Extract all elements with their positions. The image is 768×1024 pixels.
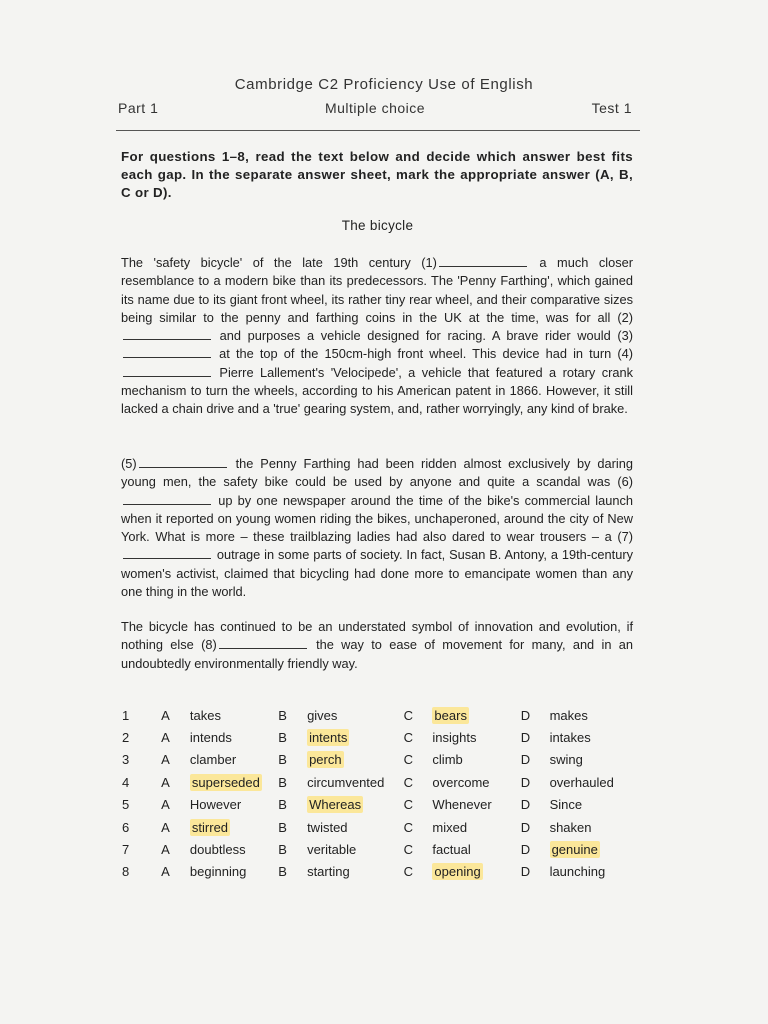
option-letter-c: C — [403, 797, 414, 813]
question-row — [118, 771, 638, 793]
gap-blank — [219, 637, 307, 649]
option-letter-d: D — [520, 774, 531, 790]
option-d-cell[interactable] — [550, 771, 638, 793]
text-run: up by one newspaper around the time of the bike's commercial launch when it reported on young women riding the bikes, unchaperoned, around the city of New York. What is more – these trailblazing ladies had also dared to wear trousers – a — [121, 492, 633, 545]
option-d-word: Since — [549, 797, 583, 813]
question-row — [118, 816, 638, 838]
option-c-cell[interactable] — [432, 704, 520, 726]
option-letter-a: A — [161, 864, 170, 880]
text-run: a much closer resemblance to a modern bike than its predecessors. The 'Penny Farthing', which gained its name due to its giant front wheel, its rather tiny rear wheel, and their comparative sizes being similar to the penny and farthing coins in the UK at the time, was for all — [121, 255, 633, 325]
option-letter-b: B — [278, 752, 287, 768]
question-number: 3 — [122, 752, 130, 768]
option-b-cell[interactable] — [307, 704, 404, 726]
option-letter-c: C — [403, 774, 414, 790]
part-label: Part 1 — [118, 100, 159, 116]
option-letter-c: C — [403, 842, 414, 858]
text-run: and purposes a vehicle designed for racing. A brave rider would — [219, 328, 611, 344]
option-c-cell[interactable] — [432, 726, 520, 748]
option-d-cell[interactable] — [550, 794, 638, 816]
option-letter-c: C — [403, 864, 414, 880]
option-d-word: genuine — [551, 842, 598, 858]
gap-blank — [123, 328, 211, 340]
passage-title: The bicycle — [341, 218, 414, 233]
header-divider — [116, 130, 640, 131]
question-number: 7 — [122, 842, 130, 858]
option-a-cell[interactable] — [190, 726, 278, 748]
gap-4: (4) — [617, 346, 633, 362]
option-letter-d: D — [520, 707, 531, 723]
option-letter-d: D — [520, 752, 531, 768]
option-a-word: beginning — [189, 864, 247, 880]
gap-5: (5) — [121, 456, 137, 471]
question-number: 1 — [122, 707, 130, 723]
option-c-word: insights — [432, 730, 477, 746]
option-letter-d: D — [520, 819, 531, 835]
option-d-cell[interactable] — [550, 749, 638, 771]
option-b-word: gives — [307, 707, 338, 723]
option-d-word: swing — [549, 752, 583, 768]
option-letter-a: A — [161, 797, 170, 813]
option-a-cell[interactable] — [190, 861, 278, 883]
option-c-word: Whenever — [432, 797, 492, 813]
question-number: 4 — [122, 774, 130, 790]
option-b-cell[interactable] — [307, 771, 404, 793]
option-b-word: circumvented — [307, 774, 385, 790]
option-d-word: intakes — [549, 730, 591, 746]
text-run: outrage in some parts of society. In fact, Susan B. Antony, a 19th-century women's activist, claimed that bicycling had done more to emancipate women than any one thing in the world. — [121, 547, 633, 600]
page-header-title: Cambridge C2 Proficiency Use of English — [234, 76, 534, 93]
gap-blank — [123, 365, 211, 377]
option-letter-d: D — [520, 864, 531, 880]
option-a-word: takes — [189, 707, 221, 723]
option-d-cell[interactable] — [550, 704, 638, 726]
question-row — [118, 704, 638, 726]
option-a-cell[interactable] — [190, 816, 278, 838]
passage-paragraph-1 — [121, 254, 633, 419]
text-run: The bicycle has continued to be an understated symbol of innovation and evolution, if nothing else — [121, 619, 633, 653]
option-letter-c: C — [403, 752, 414, 768]
option-letter-c: C — [403, 707, 414, 723]
gap-1: (1) — [421, 255, 437, 270]
text-run: the Penny Farthing had been ridden almost exclusively by daring young men, the safety bike could be used by anyone and quite a scandal was — [121, 456, 633, 490]
option-b-word: starting — [307, 864, 350, 880]
gap-2: (2) — [617, 309, 633, 325]
option-a-word: superseded — [191, 774, 260, 790]
question-row — [118, 861, 638, 883]
question-number: 6 — [122, 819, 130, 835]
option-b-cell[interactable] — [307, 749, 404, 771]
instructions: For questions 1–8, read the text below and decide which answer best fits each gap. In the separate answer sheet, mark the appropriate answer (A, B, C or D). — [121, 149, 633, 200]
option-letter-b: B — [278, 864, 287, 880]
gap-7: (7) — [617, 529, 633, 545]
gap-blank — [439, 255, 527, 267]
option-letter-a: A — [161, 707, 170, 723]
gap-6: (6) — [617, 474, 634, 490]
passage-paragraph-2 — [121, 455, 633, 601]
text-run: the way to ease of movement for many, and in an undoubtedly environmentally friendly way. — [121, 637, 633, 671]
option-b-word: veritable — [307, 842, 357, 858]
option-a-cell[interactable] — [190, 838, 278, 860]
text-run: at the top of the 150cm-high front wheel. This device had in turn — [219, 346, 612, 362]
option-c-cell[interactable] — [432, 816, 520, 838]
option-letter-b: B — [278, 730, 287, 746]
text-run: Pierre Lallement's 'Velocipede', a vehicle that featured a rotary crank mechanism to turn the wheels, according to his American patent in 1866. However, it still lacked a chain drive and a 'true' gearing system, and, rather worryingly, any kind of brake. — [121, 364, 633, 417]
text-run: The 'safety bicycle' of the late 19th century — [121, 255, 411, 270]
answer-options-table — [118, 704, 638, 883]
option-c-word: bears — [434, 707, 467, 723]
option-letter-a: A — [161, 842, 170, 858]
option-b-word: Whereas — [309, 797, 362, 813]
option-b-cell[interactable] — [307, 861, 404, 883]
question-row — [118, 794, 638, 816]
option-c-cell[interactable] — [432, 861, 520, 883]
option-letter-b: B — [278, 774, 287, 790]
option-c-word: factual — [432, 842, 471, 858]
gap-blank — [139, 456, 227, 468]
option-c-cell[interactable] — [432, 794, 520, 816]
option-letter-a: A — [161, 774, 170, 790]
gap-blank — [123, 346, 211, 358]
option-letter-d: D — [520, 730, 531, 746]
option-d-word: shaken — [549, 819, 592, 835]
option-b-word: intents — [309, 730, 348, 746]
option-letter-c: C — [403, 819, 414, 835]
option-letter-d: D — [520, 842, 531, 858]
mode-label: Multiple choice — [324, 100, 426, 116]
passage-paragraph-3 — [121, 618, 633, 673]
option-c-cell[interactable] — [432, 771, 520, 793]
option-d-word: makes — [549, 707, 588, 723]
option-b-cell[interactable] — [307, 726, 404, 748]
option-letter-d: D — [520, 797, 531, 813]
gap-3: (3) — [617, 328, 633, 344]
option-a-word: intends — [189, 730, 232, 746]
option-d-cell[interactable] — [550, 861, 638, 883]
option-letter-b: B — [278, 797, 287, 813]
page-header-row — [118, 100, 632, 120]
question-number: 8 — [122, 864, 130, 880]
option-letter-a: A — [161, 752, 170, 768]
option-letter-a: A — [161, 730, 170, 746]
gap-blank — [123, 547, 211, 559]
option-a-cell[interactable] — [190, 704, 278, 726]
option-b-cell[interactable] — [307, 794, 404, 816]
test-label: Test 1 — [591, 100, 632, 116]
option-d-cell[interactable] — [550, 726, 638, 748]
option-a-cell[interactable] — [190, 771, 278, 793]
option-a-cell[interactable] — [190, 794, 278, 816]
option-a-cell[interactable] — [190, 749, 278, 771]
gap-blank — [123, 493, 211, 505]
option-letter-b: B — [278, 819, 287, 835]
question-number: 5 — [122, 797, 130, 813]
option-c-cell[interactable] — [432, 749, 520, 771]
option-c-word: mixed — [432, 819, 468, 835]
option-c-word: opening — [434, 864, 481, 880]
option-d-word: overhauled — [549, 774, 614, 790]
option-b-cell[interactable] — [307, 816, 404, 838]
gap-8: (8) — [201, 637, 217, 653]
option-b-word: twisted — [307, 819, 348, 835]
option-a-word: stirred — [191, 819, 229, 835]
question-row — [118, 749, 638, 771]
option-d-cell[interactable] — [550, 838, 638, 860]
question-number: 2 — [122, 730, 130, 746]
option-a-word: clamber — [189, 752, 237, 768]
question-row — [118, 838, 638, 860]
option-b-word: perch — [309, 752, 342, 768]
option-letter-b: B — [278, 707, 287, 723]
option-a-word: doubtless — [189, 842, 246, 858]
question-row — [118, 726, 638, 748]
option-letter-c: C — [403, 730, 414, 746]
option-d-cell[interactable] — [550, 816, 638, 838]
option-b-cell[interactable] — [307, 838, 404, 860]
option-c-word: climb — [432, 752, 463, 768]
option-letter-b: B — [278, 842, 287, 858]
option-c-cell[interactable] — [432, 838, 520, 860]
option-letter-a: A — [161, 819, 170, 835]
option-c-word: overcome — [432, 774, 490, 790]
option-d-word: launching — [549, 864, 606, 880]
option-a-word: However — [189, 797, 242, 813]
